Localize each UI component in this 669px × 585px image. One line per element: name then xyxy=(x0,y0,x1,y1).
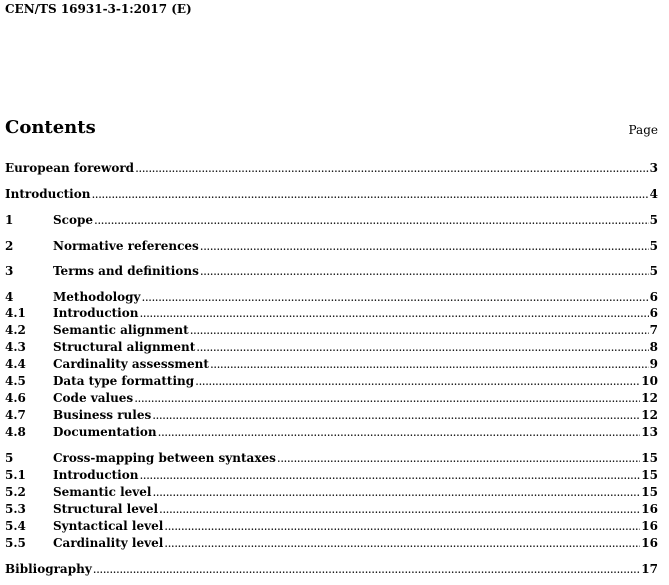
toc-dot-leader xyxy=(200,238,649,254)
toc-section-title: Data type formatting xyxy=(53,374,195,388)
toc-entry[interactable] xyxy=(5,186,658,202)
toc-section-number: 4.6 xyxy=(5,391,26,405)
toc-page-number: 12 xyxy=(641,408,658,422)
toc-dot-leader xyxy=(135,160,649,176)
toc-section-number: 5 xyxy=(5,451,14,465)
toc-page-number: 16 xyxy=(641,519,658,533)
toc-page-number: 5 xyxy=(649,213,658,227)
toc-page-number: 5 xyxy=(649,239,658,253)
document-id-header: CEN/TS 16931-3-1:2017 (E) xyxy=(5,2,192,16)
toc-page-number: 6 xyxy=(649,290,658,304)
toc-page-number: 15 xyxy=(641,485,658,499)
toc-section-number: 4.2 xyxy=(5,323,26,337)
toc-entry[interactable] xyxy=(5,518,658,534)
toc-section-number: 5.3 xyxy=(5,502,26,516)
toc-page-number: 15 xyxy=(641,451,658,465)
toc-dot-leader xyxy=(152,407,640,423)
toc-dot-leader xyxy=(196,339,648,355)
toc-section-title: Methodology xyxy=(53,290,141,304)
toc-page-number: 9 xyxy=(649,357,658,371)
toc-section-number: 4.4 xyxy=(5,357,26,371)
toc-section-title: Introduction xyxy=(53,468,139,482)
toc-entry[interactable] xyxy=(5,407,658,423)
toc-dot-leader xyxy=(200,263,649,279)
toc-entry[interactable] xyxy=(5,160,658,176)
toc-entry[interactable] xyxy=(5,535,658,551)
toc-page-number: 10 xyxy=(641,374,658,388)
toc-entry[interactable] xyxy=(5,356,658,372)
toc-page-number: 12 xyxy=(641,391,658,405)
toc-dot-leader xyxy=(195,373,640,389)
toc-dot-leader xyxy=(190,322,649,338)
toc-page-number: 8 xyxy=(649,340,658,354)
toc-dot-leader xyxy=(93,561,641,577)
toc-section-number: 4.5 xyxy=(5,374,26,388)
toc-page-number: 17 xyxy=(641,562,658,576)
toc-section-number: 3 xyxy=(5,264,14,278)
toc-entry[interactable] xyxy=(5,339,658,355)
toc-section-title: Scope xyxy=(53,213,94,227)
toc-page-number: 16 xyxy=(641,536,658,550)
toc-page-number: 6 xyxy=(649,306,658,320)
toc-dot-leader xyxy=(158,424,641,440)
toc-entry[interactable] xyxy=(5,373,658,389)
toc-section-title: Code values xyxy=(53,391,134,405)
toc-section-number: 4.8 xyxy=(5,425,26,439)
toc-dot-leader xyxy=(277,450,640,466)
toc-section-number: 5.4 xyxy=(5,519,26,533)
toc-entry[interactable] xyxy=(5,322,658,338)
toc-page-number: 7 xyxy=(649,323,658,337)
toc-dot-leader xyxy=(139,305,648,321)
toc-dot-leader xyxy=(139,467,640,483)
toc-section-number: 5.5 xyxy=(5,536,26,550)
toc-entry[interactable] xyxy=(5,501,658,517)
toc-section-number: 4.1 xyxy=(5,306,26,320)
contents-heading: Contents xyxy=(5,117,96,138)
toc-dot-leader xyxy=(164,518,640,534)
toc-section-title: European foreword xyxy=(5,161,135,175)
page-column-label: Page xyxy=(628,123,658,137)
toc-section-title: Normative references xyxy=(53,239,199,253)
toc-entry[interactable] xyxy=(5,424,658,440)
toc-page-number: 5 xyxy=(649,264,658,278)
toc-dot-leader xyxy=(91,186,648,202)
toc-section-title: Terms and definitions xyxy=(53,264,199,278)
toc-section-title: Documentation xyxy=(53,425,157,439)
toc-section-title: Structural level xyxy=(53,502,159,516)
toc-section-title: Structural alignment xyxy=(53,340,196,354)
toc-dot-leader xyxy=(134,390,640,406)
toc-dot-leader xyxy=(142,289,649,305)
toc-page-number: 4 xyxy=(649,187,658,201)
toc-section-number: 5.1 xyxy=(5,468,26,482)
toc-section-number: 4.7 xyxy=(5,408,26,422)
toc-page-number: 15 xyxy=(641,468,658,482)
toc-entry[interactable] xyxy=(5,305,658,321)
toc-section-title: Introduction xyxy=(5,187,91,201)
toc-entry[interactable] xyxy=(5,263,658,279)
toc-dot-leader xyxy=(159,501,640,517)
toc-page-number: 13 xyxy=(641,425,658,439)
toc-section-title: Syntactical level xyxy=(53,519,164,533)
toc-section-title: Cardinality level xyxy=(53,536,164,550)
toc-section-title: Cross-mapping between syntaxes xyxy=(53,451,276,465)
toc-entry[interactable] xyxy=(5,561,658,577)
toc-page-number: 3 xyxy=(649,161,658,175)
toc-dot-leader xyxy=(94,212,649,228)
toc-entry[interactable] xyxy=(5,484,658,500)
toc-section-title: Bibliography xyxy=(5,562,92,576)
toc-section-number: 4 xyxy=(5,290,14,304)
toc-section-number: 5.2 xyxy=(5,485,26,499)
toc-section-number: 4.3 xyxy=(5,340,26,354)
toc-entry[interactable] xyxy=(5,238,658,254)
toc-section-number: 1 xyxy=(5,213,14,227)
toc-section-title: Business rules xyxy=(53,408,152,422)
toc-section-title: Semantic level xyxy=(53,485,152,499)
toc-page-number: 16 xyxy=(641,502,658,516)
toc-dot-leader xyxy=(164,535,640,551)
toc-section-title: Introduction xyxy=(53,306,139,320)
toc-dot-leader xyxy=(152,484,640,500)
toc-entry[interactable] xyxy=(5,289,658,305)
toc-section-title: Semantic alignment xyxy=(53,323,189,337)
toc-section-title: Cardinality assessment xyxy=(53,357,209,371)
toc-entry[interactable] xyxy=(5,450,658,466)
toc-entry[interactable] xyxy=(5,390,658,406)
toc-entry[interactable] xyxy=(5,212,658,228)
toc-section-number: 2 xyxy=(5,239,14,253)
toc-entry[interactable] xyxy=(5,467,658,483)
toc-dot-leader xyxy=(210,356,649,372)
